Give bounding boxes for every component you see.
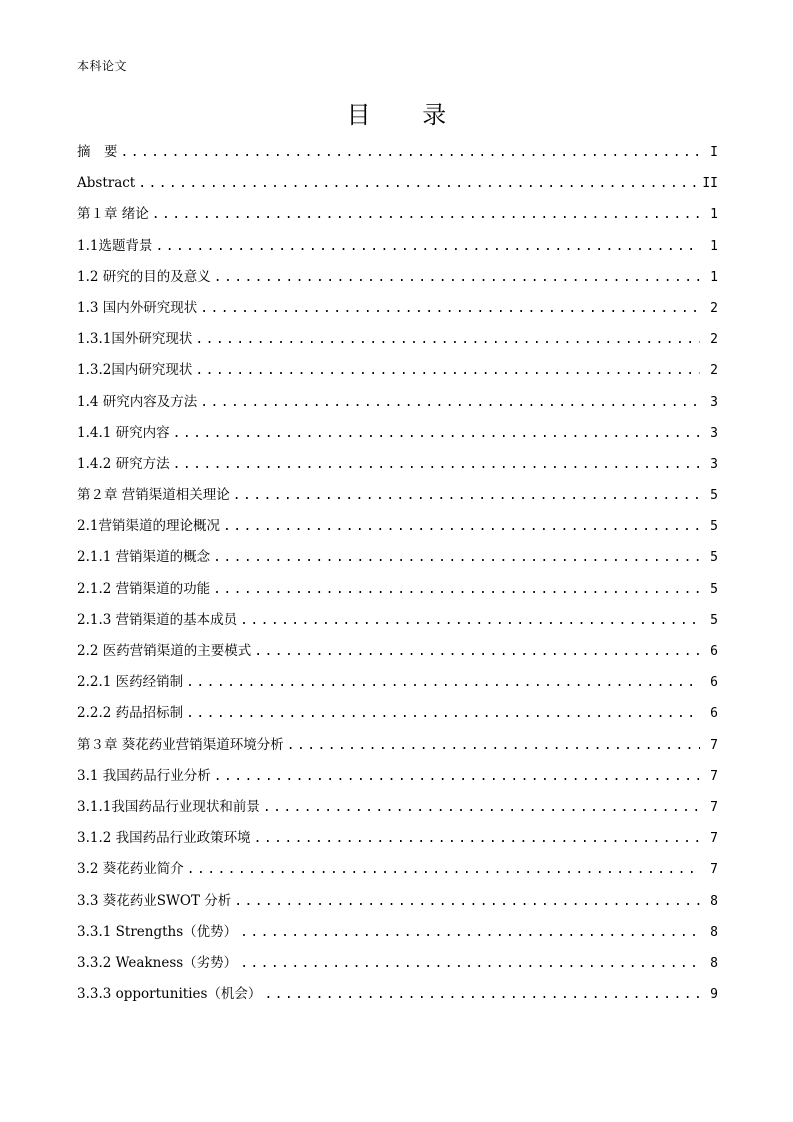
toc-entry[interactable] — [77, 545, 718, 576]
toc-dot-leader — [263, 796, 700, 820]
toc-dot-leader — [173, 422, 700, 446]
toc-entry[interactable] — [77, 327, 718, 358]
toc-entry[interactable] — [77, 577, 718, 608]
toc-entry-label: 2.2.1 医药经销制 — [77, 674, 184, 691]
toc-entry-page-number: 5 — [710, 550, 718, 566]
toc-entry-page-number: 7 — [710, 737, 718, 753]
toc-entry-page-number: 5 — [710, 488, 718, 504]
toc-entry[interactable] — [77, 608, 718, 639]
toc-dot-leader — [173, 453, 700, 477]
toc-entry[interactable] — [77, 202, 718, 233]
toc-entry-page-number: II — [702, 176, 718, 192]
toc-entry-page-number: 5 — [710, 581, 718, 597]
toc-dot-leader — [195, 359, 700, 383]
toc-entry-page-number: 2 — [710, 363, 718, 379]
toc-entry-label: 1.3.2国内研究现状 — [77, 362, 193, 379]
toc-entry-label: 3.3 葵花药业SWOT 分析 — [77, 892, 232, 909]
toc-entry-label: 2.1.1 营销渠道的概念 — [77, 549, 211, 566]
toc-entry-label: 3.1.2 我国药品行业政策环境 — [77, 830, 251, 847]
toc-dot-leader — [240, 609, 700, 633]
toc-dot-leader — [264, 983, 700, 1007]
toc-entry-label: 1.4.2 研究方法 — [77, 455, 170, 472]
toc-entry-label: 摘 要 — [77, 144, 118, 160]
toc-entry[interactable] — [77, 733, 718, 764]
toc-entry[interactable] — [77, 234, 718, 265]
page-header: 本科论文 — [77, 59, 128, 73]
toc-entry-page-number: 7 — [710, 831, 718, 847]
toc-entry-page-number: 9 — [710, 987, 718, 1003]
toc-dot-leader — [152, 203, 700, 227]
toc-entry-page-number: 7 — [710, 768, 718, 784]
toc-entry[interactable] — [77, 951, 718, 982]
toc-entry-label: 1.3.1国外研究现状 — [77, 331, 193, 348]
toc-dot-leader — [186, 671, 700, 695]
toc-entry-label: 1.2 研究的目的及意义 — [77, 268, 211, 285]
toc-entry[interactable] — [77, 795, 718, 826]
toc-entry-label: 2.1.3 营销渠道的基本成员 — [77, 611, 238, 628]
toc-dot-leader — [233, 484, 700, 508]
toc-entry-page-number: 5 — [710, 612, 718, 628]
toc-entry-label: 2.1.2 营销渠道的功能 — [77, 580, 211, 597]
toc-entry-label: 2.2 医药营销渠道的主要模式 — [77, 643, 252, 659]
toc-entry-page-number: 8 — [710, 924, 718, 940]
toc-entry[interactable] — [77, 171, 718, 202]
toc-entry-label: 1.4.1 研究内容 — [77, 424, 170, 441]
toc-dot-leader — [195, 328, 700, 352]
toc-entry[interactable] — [77, 265, 718, 296]
toc-entry[interactable] — [77, 140, 718, 171]
toc-dot-leader — [234, 890, 700, 914]
toc-entry-label: 3.1 我国药品行业分析 — [77, 767, 211, 784]
toc-entry-page-number: 1 — [710, 269, 718, 285]
toc-entry-label: 1.4 研究内容及方法 — [77, 393, 198, 410]
toc-entry-label: 3.3.2 Weakness（劣势） — [77, 954, 238, 971]
toc-dot-leader — [186, 702, 700, 726]
toc-entry-page-number: 7 — [710, 862, 718, 878]
toc-dot-leader — [155, 235, 700, 259]
toc-dot-leader — [200, 297, 700, 321]
toc-dot-leader — [138, 172, 698, 196]
toc-entry-page-number: I — [710, 145, 718, 160]
toc-dot-leader — [287, 734, 700, 758]
toc-entry-label: Abstract — [77, 175, 136, 192]
toc-entry[interactable] — [77, 514, 718, 545]
toc-entry-label: 2.1营销渠道的理论概况 — [77, 518, 220, 535]
toc-entry-label: 第１章 绪论 — [77, 206, 149, 223]
toc-dot-leader — [187, 858, 700, 882]
toc-entry-label: 第３章 葵花药业营销渠道环境分析 — [77, 736, 284, 753]
toc-entry-page-number: 8 — [710, 955, 718, 971]
toc-dot-leader — [214, 266, 700, 290]
toc-entry[interactable] — [77, 639, 718, 670]
toc-dot-leader — [213, 546, 700, 570]
toc-entry-page-number: 3 — [710, 394, 718, 410]
toc-entry-label: 3.1.1我国药品行业现状和前景 — [77, 798, 260, 815]
toc-entry[interactable] — [77, 701, 718, 732]
toc-entry[interactable] — [77, 483, 718, 514]
toc-entry[interactable] — [77, 358, 718, 389]
toc-entry[interactable] — [77, 421, 718, 452]
toc-dot-leader — [223, 515, 700, 539]
toc-entry-label: 2.2.2 药品招标制 — [77, 705, 184, 722]
toc-dot-leader — [200, 391, 700, 415]
toc-entry[interactable] — [77, 826, 718, 857]
toc-dot-leader — [213, 578, 700, 602]
toc-title: 目 录 — [346, 101, 469, 129]
toc-entry-page-number: 6 — [710, 644, 718, 659]
toc-dot-leader — [214, 765, 700, 789]
toc-entry-page-number: 1 — [710, 207, 718, 223]
toc-entry-page-number: 6 — [710, 675, 718, 691]
toc-entry-label: 第２章 营销渠道相关理论 — [77, 487, 230, 504]
toc-dot-leader — [254, 640, 700, 664]
toc-entry-label: 1.3 国内外研究现状 — [77, 299, 198, 316]
toc-entry[interactable] — [77, 857, 718, 888]
toc-dot-leader — [254, 827, 700, 851]
toc-entry[interactable] — [77, 670, 718, 701]
toc-entry-label: 1.1选题背景 — [77, 237, 153, 254]
toc-entry-page-number: 2 — [710, 300, 718, 316]
toc-dot-leader — [240, 921, 700, 945]
toc-entry-label: 3.3.3 opportunities（机会） — [77, 986, 262, 1003]
toc-entry-label: 3.3.1 Strengths（优势） — [77, 923, 238, 940]
toc-entry[interactable] — [77, 390, 718, 421]
toc-entry-label: 3.2 葵花药业简介 — [77, 861, 184, 878]
toc-entry-page-number: 6 — [710, 706, 718, 722]
toc-entry-page-number: 7 — [710, 799, 718, 815]
table-of-contents — [77, 140, 718, 1013]
toc-entry-page-number: 3 — [710, 425, 718, 441]
toc-dot-leader — [121, 141, 701, 165]
toc-entry-page-number: 8 — [710, 893, 718, 909]
toc-entry[interactable] — [77, 920, 718, 951]
toc-entry[interactable] — [77, 296, 718, 327]
toc-entry-page-number: 5 — [710, 519, 718, 535]
toc-entry-page-number: 3 — [710, 456, 718, 472]
toc-entry-page-number: 2 — [710, 332, 718, 348]
toc-entry-page-number: 1 — [710, 238, 718, 254]
toc-dot-leader — [240, 952, 700, 976]
toc-entry[interactable] — [77, 452, 718, 483]
toc-entry[interactable] — [77, 982, 718, 1013]
toc-entry[interactable] — [77, 889, 718, 920]
toc-entry[interactable] — [77, 764, 718, 795]
